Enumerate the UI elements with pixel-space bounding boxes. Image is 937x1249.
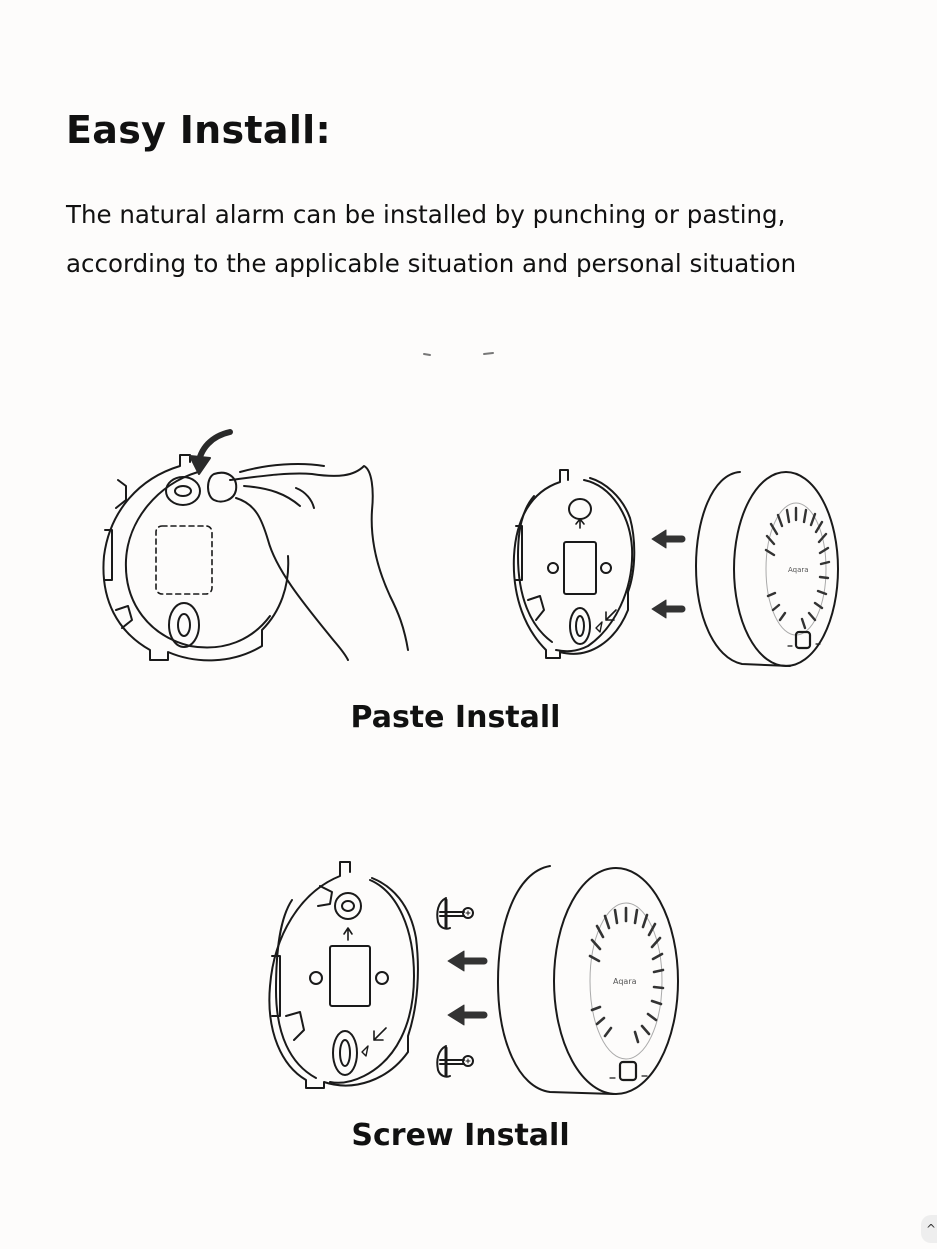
description-line-2: according to the applicable situation and personal situation	[66, 249, 797, 278]
mounting-plate-screw-icon	[269, 862, 418, 1088]
hand-pressing-plate-icon	[208, 464, 408, 660]
arrow-left-screw-icon	[448, 951, 484, 1025]
screw-top-icon	[437, 898, 473, 929]
mounting-plate-right-icon	[514, 470, 634, 658]
alarm-device-right-icon	[696, 472, 838, 666]
paste-install-caption: Paste Install	[350, 700, 561, 735]
device-brand-label-screw: Aqara	[613, 977, 637, 986]
arrow-left-icon	[652, 530, 682, 618]
caret-up-icon[interactable]: ^	[921, 1215, 937, 1243]
curved-arrow-icon	[190, 432, 230, 474]
description-line-1: The natural alarm can be installed by punching or pasting,	[66, 200, 786, 229]
alarm-device-screw-icon	[498, 866, 678, 1094]
screw-install-caption: Screw Install	[351, 1118, 570, 1153]
mounting-plate-left-icon	[103, 455, 288, 660]
page-title: Easy Install:	[66, 108, 331, 152]
screw-bottom-icon	[437, 1046, 473, 1077]
device-brand-label: Aqara	[788, 566, 809, 574]
